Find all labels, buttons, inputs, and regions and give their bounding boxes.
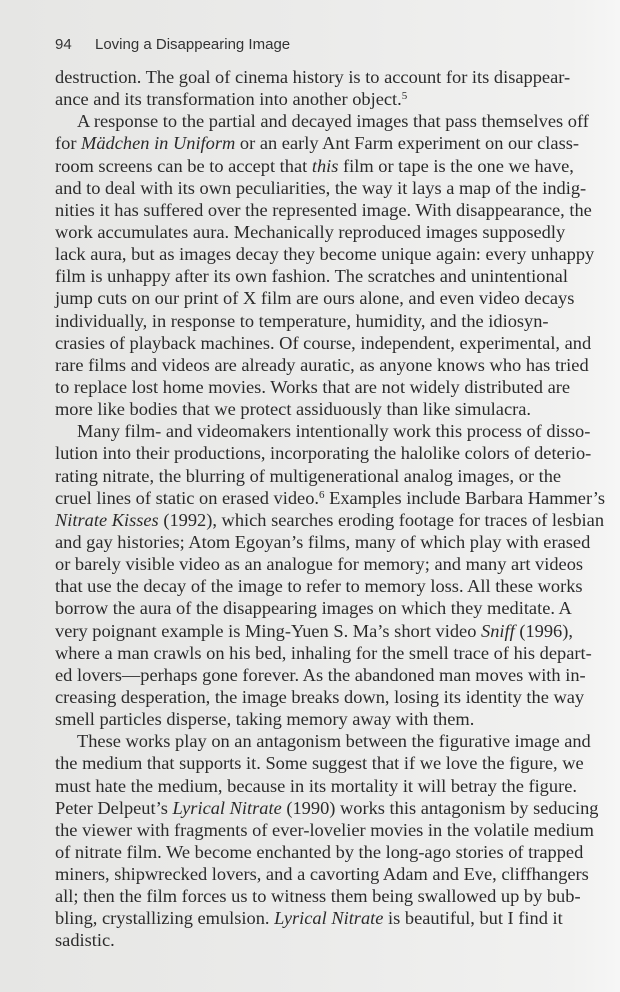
text-run: sadistic.: [55, 930, 115, 951]
paragraph: [55, 110, 595, 420]
page-number: 94: [55, 36, 72, 53]
text-line: [55, 509, 605, 531]
text-line: [55, 929, 517, 951]
italic-title: Lyrical Nitrate: [274, 908, 384, 929]
italic-title: Mädchen in Uniform: [81, 133, 236, 154]
text-line: [55, 398, 531, 420]
text-line: [55, 730, 591, 752]
text-line: [55, 642, 592, 664]
text-run: or barely visible video as an analogue for memory; and many art videos: [55, 554, 584, 575]
footnote-ref: 5: [401, 90, 408, 103]
paragraph: [55, 66, 571, 110]
text-line: [55, 907, 563, 929]
text-run: film or tape is the one we have,: [338, 155, 574, 176]
text-run: film is unhappy after its own fashion. The scratches and unintentional: [55, 266, 568, 287]
text-line: [55, 575, 583, 597]
text-run: Peter Delpeut’s: [55, 797, 173, 818]
text-run: more like bodies that we protect assiduously than like simulacra.: [55, 399, 531, 420]
text-run: nities it has suffered over the represented image. With disappearance, the: [55, 199, 592, 220]
text-line: [55, 841, 584, 863]
text-line: [55, 465, 562, 487]
text-line: [55, 132, 580, 154]
text-run: that use the decay of the image to refer to memory loss. All these works: [55, 576, 583, 597]
italic-title: Nitrate Kisses: [55, 509, 159, 530]
text-run: destruction. The goal of cinema history is to account for its disappear-: [55, 67, 571, 87]
text-line: [55, 553, 584, 575]
text-line: [55, 376, 571, 398]
text-line: [55, 354, 589, 376]
text-line: [55, 265, 568, 287]
text-run: rare films and videos are already auratic, as anyone knows who has tried: [55, 354, 589, 375]
text-line: [55, 155, 574, 177]
text-run: very poignant example is Ming-Yuen S. Ma’s short video: [55, 620, 481, 641]
text-run: cruel lines of static on erased video.: [55, 487, 320, 508]
text-line: [55, 177, 587, 199]
text-line: [55, 531, 591, 553]
text-run: A response to the partial and decayed images that pass themselves off: [77, 111, 589, 132]
running-title: Loving a Disappearing Image: [95, 36, 291, 53]
text-line: [55, 597, 572, 619]
text-line: [55, 885, 581, 907]
text-line: [55, 708, 517, 730]
text-run: (1996),: [514, 620, 573, 641]
text-run: lution into their productions, incorporating the halolike colors of deterio-: [55, 443, 592, 464]
text-line: [55, 332, 592, 354]
italic-title: Lyrical Nitrate: [172, 797, 282, 818]
text-run: ed lovers—perhaps gone forever. As the abandoned man moves with in-: [55, 664, 586, 685]
text-run: These works play on an antagonism between the figurative image and: [77, 731, 591, 752]
text-run: ance and its transformation into another object.: [55, 89, 402, 110]
text-run: individually, in response to temperature, humidity, and the idiosyn-: [55, 310, 549, 331]
text-run: bling, crystallizing emulsion.: [55, 908, 275, 929]
text-line: [55, 442, 592, 464]
text-line: [55, 110, 589, 132]
text-run: work accumulates aura. Mechanically reproduced images supposedly: [55, 221, 566, 242]
text-line: [55, 243, 595, 265]
text-line: [55, 88, 517, 110]
text-run: rating nitrate, the blurring of multigenerational analog images, or the: [55, 465, 562, 486]
paragraph: [55, 420, 606, 730]
italic-title: Sniff: [481, 620, 515, 641]
text-run: of nitrate film. We become enchanted by the long-ago stories of trapped: [55, 841, 584, 862]
text-run: (1992), which searches eroding footage for traces of lesbian: [158, 509, 605, 530]
text-run: (1990) works this antagonism by seducing: [281, 797, 599, 818]
text-line: [55, 199, 592, 221]
text-line: [55, 620, 573, 642]
text-run: Examples include Barbara Hammer’s: [324, 487, 606, 508]
footnote-ref: 6: [319, 488, 325, 501]
text-line: [55, 686, 585, 708]
text-line: [55, 664, 586, 686]
text-run: borrow the aura of the disappearing images on which they meditate. A: [55, 598, 572, 619]
text-line: [55, 775, 577, 797]
text-line: [55, 819, 594, 841]
text-run: smell particles disperse, taking memory away with them.: [55, 709, 475, 730]
text-run: and gay histories; Atom Egoyan’s films, many of which play with erased: [55, 531, 591, 552]
text-run: must hate the medium, because in its mortality it will betray the figure.: [55, 775, 577, 796]
text-line: [55, 863, 589, 885]
text-run: is beautiful, but I find it: [383, 908, 563, 929]
running-head: [55, 36, 290, 53]
text-line: [55, 66, 571, 88]
text-line: [55, 287, 575, 309]
text-run: where a man crawls on his bed, inhaling for the smell trace of his depart-: [55, 642, 592, 663]
text-line: [55, 420, 591, 442]
text-run: the medium that supports it. Some suggest that if we love the figure, we: [55, 753, 584, 774]
text-run: jump cuts on our print of X film are ours alone, and even video decays: [55, 288, 575, 309]
text-run: lack aura, but as images decay they become unique again: every unhappy: [55, 244, 595, 265]
text-run: creasing desperation, the image breaks down, losing its identity the way: [55, 686, 585, 707]
text-run: Many film- and videomakers intentionally work this process of disso-: [77, 421, 591, 442]
body-text: [55, 66, 606, 952]
text-run: crasies of playback machines. Of course, independent, experimental, and: [55, 332, 592, 353]
text-line: [55, 221, 566, 243]
text-run: for: [55, 133, 82, 154]
italic-title: this: [311, 155, 339, 176]
text-line: [55, 752, 584, 774]
text-run: the viewer with fragments of ever-lovelier movies in the volatile medium: [55, 819, 594, 840]
text-run: miners, shipwrecked lovers, and a cavorting Adam and Eve, cliffhangers: [55, 864, 589, 885]
text-run: and to deal with its own peculiarities, the way it lays a map of the indig-: [55, 177, 587, 198]
text-line: [55, 487, 606, 509]
text-line: [55, 310, 549, 332]
text-line: [55, 797, 599, 819]
text-run: to replace lost home movies. Works that are not widely distributed are: [55, 376, 571, 397]
text-run: or an early Ant Farm experiment on our class-: [235, 133, 580, 154]
text-run: all; then the film forces us to witness them being swallowed up by bub-: [55, 886, 581, 907]
text-run: room screens can be to accept that: [55, 155, 312, 176]
paragraph: [55, 730, 599, 951]
